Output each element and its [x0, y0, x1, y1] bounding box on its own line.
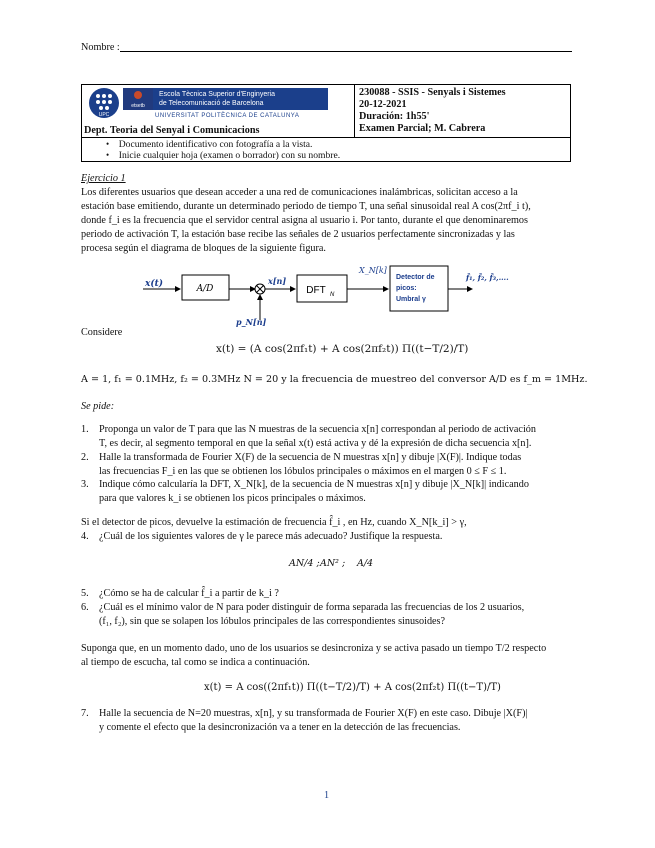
logo-line-1: Escola Tècnica Superior d'Enginyeria: [159, 91, 275, 98]
diagram-input-label: x(t): [145, 279, 164, 289]
q1-line-1: Proponga un valor de T para que las N muestras de la secuencia x[n] correspondan al periodo de activación: [99, 424, 536, 435]
detector-line-3: Umbral γ: [396, 296, 426, 303]
output-label: f̂₁, f̂₂, f̂₃,….: [466, 273, 509, 282]
upc-logo-text: UPC: [98, 112, 110, 118]
exam-type: Examen Parcial; M. Cabrera: [359, 123, 486, 134]
q2-line-1: Halle la transformada de Fourier X(F) de la secuencia de N muestras x[n] y dibuje |X(F)|. Indique todas: [99, 452, 522, 463]
se-pide-label: Se pide:: [81, 401, 115, 412]
q6-line-2: (f₁, f₂), sin que se solapen los lóbulos principales de las correspondientes sinusoides?: [99, 616, 446, 627]
block-diagram: [140, 262, 520, 334]
exam-duration: Duración: 1h55': [359, 111, 430, 122]
q5-number: 5.: [81, 588, 89, 599]
q4-option-2: AN² ;: [320, 558, 346, 569]
q2-line-2: las frecuencias F_i en las que se obtienen los lóbulos principales o máximos en el margen 0 ≤ F ≤ 1.: [99, 466, 507, 477]
bullet-icon: •: [106, 150, 110, 160]
header-bullet-2: [106, 149, 340, 162]
intro-line-1: Los diferentes usuarios que desean acceder a una red de comunicaciones inalámbricas, solicitan acceso a la: [81, 187, 518, 198]
bullet-icon: •: [106, 139, 110, 149]
school-logo: [89, 88, 329, 124]
q4-option-3: A/4: [357, 558, 374, 569]
logo-university: UNIVERSITAT POLITÈCNICA DE CATALUNYA: [155, 113, 300, 119]
q3-line-2: para que valores k_i se obtienen los picos principales o máximos.: [99, 493, 366, 504]
intro-line-2: estación base emitiendo, durante un determinado periodo de tiempo T, una señal sinusoidal real A cos(2πf_i t),: [81, 201, 531, 212]
etsetb-logo-text: etsetb: [131, 103, 145, 109]
detector-line-2: picos:: [396, 285, 417, 292]
logo-school-name: [159, 90, 275, 108]
equation-2: x(t) = A cos((2πf₁t)) Π((t−T/2)/T) + A cos(2πf₂t) Π((t−T)/T): [204, 682, 501, 693]
window-label: p_N[n]: [236, 317, 267, 327]
q4-option-1: AN/4 ;: [289, 558, 320, 569]
name-label: Nombre :: [81, 42, 120, 53]
course-code: 230088 - SSIS - Senyals i Sistemes: [359, 87, 506, 98]
q2-number: 2.: [81, 452, 89, 463]
q6-number: 6.: [81, 602, 89, 613]
q7-number: 7.: [81, 708, 89, 719]
name-underline: [120, 51, 572, 52]
exercise-title: Ejercicio 1: [81, 173, 126, 184]
exam-date: 20-12-2021: [359, 99, 407, 110]
q4-text: ¿Cuál de los siguientes valores de γ le parece más adecuado? Justifique la respuesta.: [99, 531, 443, 542]
q1-number: 1.: [81, 424, 89, 435]
desync-line-2: al tiempo de escucha, tal como se indica a continuación.: [81, 657, 310, 668]
detector-note: Si el detector de picos, devuelve la estimación de frecuencia f̂_i , en Hz, cuando X_N[k_i] > γ,: [81, 517, 467, 528]
desync-line-1: Suponga que, en un momento dado, uno de los usuarios se desincroniza y se activa pasado un tiempo T/2 respecto: [81, 643, 547, 654]
dft-sub: N: [330, 292, 335, 298]
parameters-line: A = 1, f₁ = 0.1MHz, f₂ = 0.3MHz N = 20 y la frecuencia de muestreo del conversor A/D es f_m = 1MHz.: [81, 374, 588, 385]
detector-line-1: Detector de: [396, 274, 435, 281]
etsetb-logo-icon: [123, 88, 153, 110]
q7-line-1: Halle la secuencia de N=20 muestras, x[n], y su transformada de Fourier X(F) en este caso. Dibuje |X(F)|: [99, 708, 528, 719]
bullet-text-2: Inicie cualquier hoja (examen o borrador) con su nombre.: [118, 150, 341, 161]
intro-line-4: periodo de activación T, la estación base recibe las señales de 2 usuarios perfectamente sincronizadas y las: [81, 229, 515, 240]
q3-number: 3.: [81, 479, 89, 490]
equation-1: x(t) = (A cos(2πf₁t) + A cos(2πf₂t)) Π((t−T/2)/T): [216, 343, 469, 355]
intro-line-5: procesa según el diagrama de bloques de la siguiente figura.: [81, 243, 326, 254]
upc-logo-icon: [89, 88, 119, 118]
page-number: 1: [324, 790, 330, 801]
dft-label: DFT: [306, 285, 326, 296]
q6-line-1: ¿Cuál es el mínimo valor de N para poder distinguir de forma separada las frecuencias de los 2 usuarios,: [99, 602, 525, 613]
q3-line-1: Indique cómo calcularía la DFT, X_N[k], de la secuencia de N muestras x[n] y dibuje |X_N[k]| indicando: [99, 479, 529, 490]
considere-label: Considere: [81, 327, 123, 338]
intro-line-3: donde f_i es la frecuencia que el servidor central asigna al usuario i. Por tanto, durante el que denominaremos: [81, 215, 528, 226]
header-divider-vertical: [354, 84, 355, 137]
bullet-text-1: Documento identificativo con fotografía a la vista.: [118, 139, 313, 150]
q7-line-2: y comente el efecto que la desincronización va a tener en la detección de las frecuencias.: [99, 722, 461, 733]
q5-text: ¿Cómo se ha de calcular f̂_i a partir de k_i ?: [99, 588, 279, 599]
ad-label: A/D: [196, 284, 214, 294]
q4-number: 4.: [81, 531, 89, 542]
logo-line-2: de Telecomunicació de Barcelona: [159, 100, 264, 107]
q1-line-2: T, es decir, al segmento temporal en que la señal x(t) está activa y dé la expresión de dicha secuencia x[n].: [99, 438, 532, 449]
xnk-label: X_N[k]: [359, 266, 387, 275]
dept-label: Dept. Teoria del Senyal i Comunicacions: [84, 125, 260, 136]
xn-label: x[n]: [268, 276, 287, 286]
